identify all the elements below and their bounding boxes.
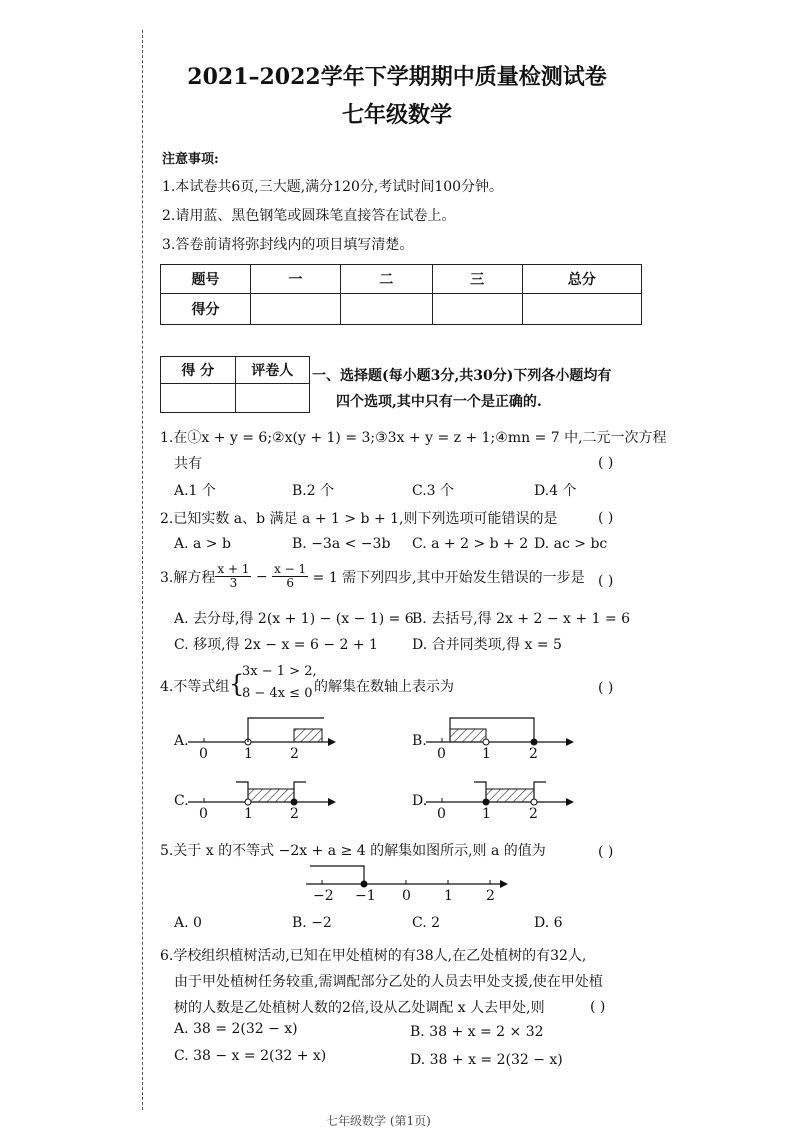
score-cell[interactable] [432,294,522,325]
q4-a-tick-0: 0 [199,746,208,762]
q4-system-brace: { [229,670,245,698]
grader-name-label: 评卷人 [235,357,310,384]
q4-option-a-number-line [186,712,336,764]
q4-a-tick-1: 1 [244,746,253,762]
grader-score-cell[interactable] [161,384,236,413]
q4-b-tick-0: 0 [437,746,446,762]
q4-b-tick-1: 1 [482,746,491,762]
q3-option-b: B. 去括号,得 2x + 2 − x + 1 = 6 [412,611,631,627]
q3-fraction-1-denominator: 3 [229,576,238,590]
q6-option-d: D. 38 + x = 2(32 − x) [410,1052,563,1068]
q3-option-c: C. 移项,得 2x − x = 6 − 2 + 1 [174,637,378,653]
q1-option-b: B.2 个 [292,483,335,499]
q4-d-tick-2: 2 [529,806,538,822]
score-table-header-row [161,265,642,294]
q4-c-tick-0: 0 [199,806,208,822]
score-table [160,264,642,325]
q4-d-tick-0: 0 [437,806,446,822]
exam-subtitle: 七年级数学 [341,102,452,128]
q4-option-b-label[interactable]: B. [412,733,427,749]
q2-option-b: B. −3a < −3b [292,536,391,552]
q4-option-b-number-line [424,712,574,764]
q1-stem-line2: 共有 [174,456,202,472]
q2-answer-paren[interactable]: ( ) [598,510,614,526]
q3-minus: − [251,568,273,585]
q4-b-tick-2: 2 [529,746,538,762]
q2-option-a: A. a > b [174,536,231,552]
q3-stem [160,563,585,590]
q6-option-a: A. 38 = 2(32 − x) [174,1021,298,1037]
q3-fraction-1-numerator: x + 1 [217,562,250,576]
q4-system-line2: 8 − 4x ≤ 0 [242,686,313,701]
q6-answer-paren[interactable]: ( ) [590,999,606,1015]
q5-option-b: B. −2 [292,915,332,931]
score-cell[interactable] [522,294,641,325]
score-header-cell: 三 [432,265,522,294]
section1-heading-line1: 一、选择题(每小题3分,共30分)下列各小题均有 [312,368,612,384]
q3-stem-post: = 1 需下列四步,其中开始发生错误的一步是 [308,569,585,586]
score-header-cell: 题号 [161,265,251,294]
q5-answer-paren[interactable]: ( ) [598,844,614,860]
q3-answer-paren[interactable]: ( ) [598,573,614,589]
q4-answer-paren[interactable]: ( ) [598,680,614,696]
q6-stem-line2: 由于甲处植树任务较重,需调配部分乙处的人员去甲处支援,使在甲处植 [174,974,603,990]
q4-option-d-number-line [424,772,574,824]
score-row-label: 得分 [161,294,251,325]
q4-option-c-label[interactable]: C. [174,793,189,809]
q4-c-tick-1: 1 [244,806,253,822]
q5-stem: 5.关于 x 的不等式 −2x + a ≥ 4 的解集如图所示,则 a 的值为 [160,843,546,859]
q3-fraction-2-numerator: x − 1 [274,562,307,576]
q4-stem-pre: 4.不等式组 [160,679,230,695]
q5-option-a: A. 0 [174,915,202,931]
section1-heading-line2: 四个选项,其中只有一个是正确的. [336,394,542,410]
q5-option-c: C. 2 [412,915,441,931]
score-cell[interactable] [250,294,340,325]
q3-fraction-2 [272,563,308,590]
q5-tick-neg2: −2 [313,888,334,904]
q3-option-d: D. 合并同类项,得 x = 5 [412,637,562,653]
score-header-cell: 二 [340,265,432,294]
score-header-cell: 总分 [522,265,641,294]
score-cell[interactable] [340,294,432,325]
q1-option-a: A.1 个 [174,483,216,499]
grader-table [160,356,310,413]
page-footer: 七年级数学 (第1页) [326,1114,431,1128]
q2-option-d: D. ac > bc [534,536,608,552]
q2-stem: 2.已知实数 a、b 满足 a + 1 > b + 1,则下列选项可能错误的是 [160,511,558,527]
note-item-1: 1.本试卷共6页,三大题,满分120分,考试时间100分钟。 [162,179,504,195]
q1-stem-line1: 1.在①x + y = 6;②x(y + 1) = 3;③3x + y = z + 1;④mn = 7 中,二元一次方程 [160,430,667,446]
q4-d-tick-1: 1 [482,806,491,822]
notes-heading: 注意事项: [162,152,219,167]
q4-system-line1: 3x − 1 > 2, [242,664,317,679]
q3-fraction-2-denominator: 6 [286,576,294,590]
score-table-row [161,294,642,325]
q3-option-a: A. 去分母,得 2(x + 1) − (x − 1) = 6 [174,611,414,627]
q6-stem-line1: 6.学校组织植树活动,已知在甲处植树的有38人,在乙处植树的有32人, [160,948,587,964]
q1-answer-paren[interactable]: ( ) [598,455,614,471]
q3-fraction-1 [215,563,251,590]
q4-c-tick-2: 2 [290,806,299,822]
grader-name-cell[interactable] [235,384,310,413]
binding-margin-line [142,30,143,1110]
q6-stem-line3: 树的人数是乙处植树人数的2倍,设从乙处调配 x 人去甲处,则 [174,1000,545,1016]
q4-option-d-label[interactable]: D. [412,793,428,809]
q6-option-b: B. 38 + x = 2 × 32 [410,1024,544,1040]
q4-option-a-label[interactable]: A. [174,733,189,749]
q1-option-d: D.4 个 [534,483,577,499]
q4-stem-post: 的解集在数轴上表示为 [314,679,454,695]
q4-option-c-number-line [186,772,336,824]
q3-stem-pre: 3.解方程 [160,569,216,586]
q5-tick-1: 1 [444,888,453,904]
q4-a-tick-2: 2 [290,746,299,762]
exam-title: 2021–2022学年下学期期中质量检测试卷 [187,64,607,90]
q1-option-c: C.3 个 [412,483,455,499]
note-item-3: 3.答卷前请将弥封线内的项目填写清楚。 [162,237,414,253]
note-item-2: 2.请用蓝、黑色钢笔或圆珠笔直接答在试卷上。 [162,208,456,224]
score-header-cell: 一 [250,265,340,294]
q5-tick-0: 0 [402,888,411,904]
q5-tick-2: 2 [486,888,495,904]
q5-option-d: D. 6 [534,915,563,931]
q2-option-c: C. a + 2 > b + 2 [412,536,529,552]
q6-option-c: C. 38 − x = 2(32 + x) [174,1048,327,1064]
q5-tick-neg1: −1 [355,888,376,904]
grader-score-label: 得 分 [161,357,236,384]
